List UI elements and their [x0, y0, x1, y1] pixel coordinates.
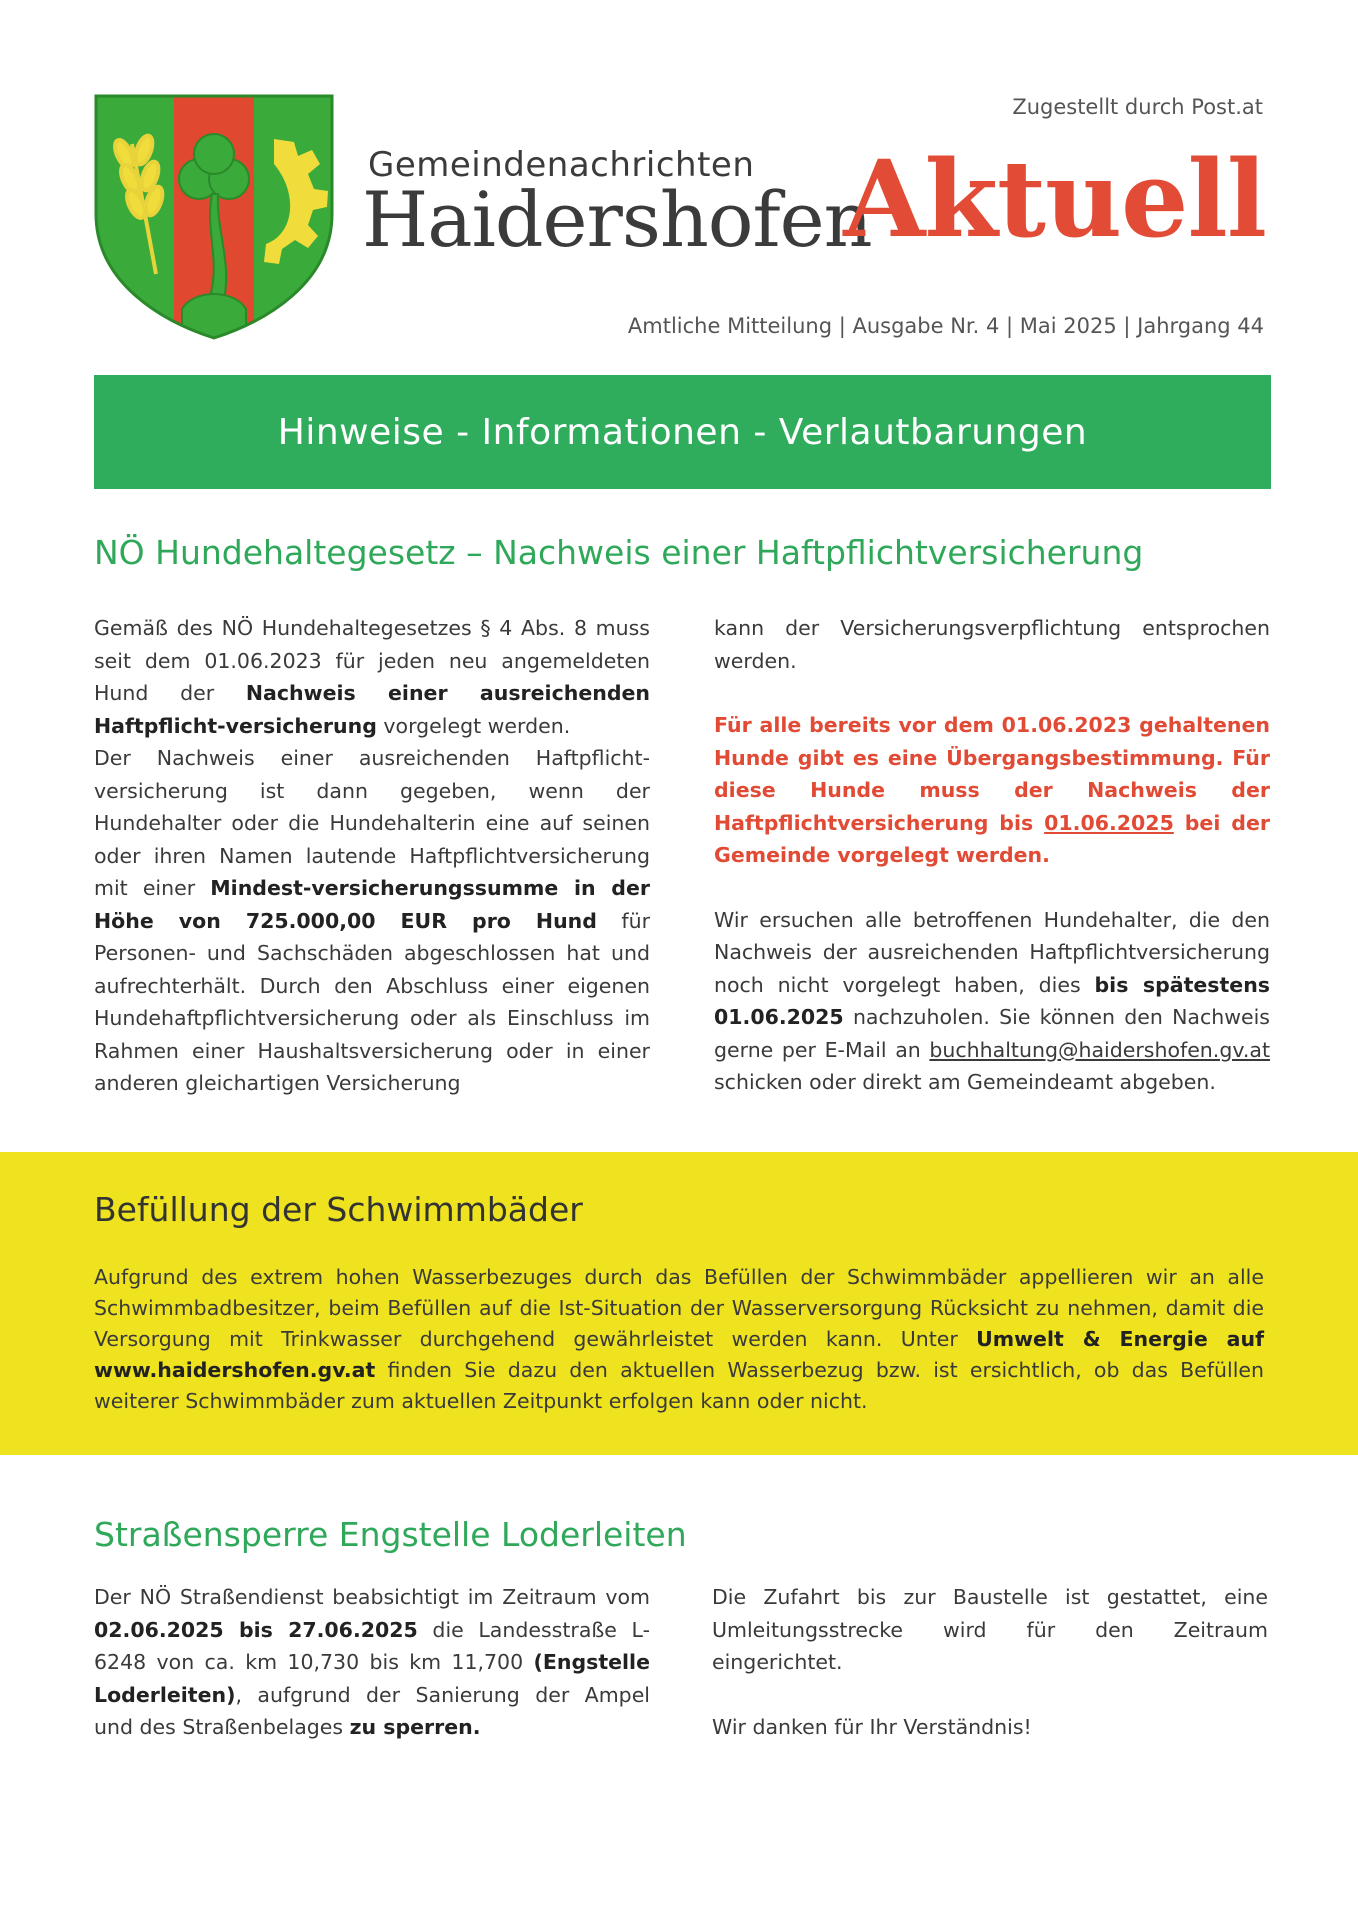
section-title-strassensperre: Straßensperre Engstelle Loderleiten — [94, 1515, 687, 1554]
delivery-note: Zugestellt durch Post.at — [1012, 95, 1263, 119]
section-title-schwimmbaeder: Befüllung der Schwimmbäder — [94, 1190, 583, 1229]
text: Wir ersuchen alle betroffenen Hundehalter, die den Nachweis der ausreichenden Haftpflichtversicherung noch nicht vorgelegt haben, dies — [714, 907, 1270, 997]
newsletter-title-accent: Aktuell — [843, 136, 1266, 261]
section-banner: Hinweise - Informationen - Verlautbarungen — [94, 375, 1271, 489]
section1-right-column — [714, 612, 1270, 1099]
section-title-hundehaltegesetz: NÖ Hundehaltegesetz – Nachweis einer Haftpflichtversicherung — [94, 533, 1144, 572]
paragraph — [714, 904, 1270, 1099]
email-link[interactable]: buchhaltung@haidershofen.gv.at — [929, 1037, 1270, 1062]
section3-right-column — [712, 1581, 1268, 1743]
text: die Landesstraße L-6248 von ca. km 10,730 bis km 11,700 — [94, 1617, 650, 1674]
paragraph — [94, 742, 650, 1100]
bold-text: Umwelt & Energie auf www.haidershofen.gv.at — [94, 1327, 1265, 1382]
bold-text: zu sperren. — [349, 1715, 481, 1739]
paragraph — [94, 1581, 650, 1744]
text: bei der Gemeinde vorgelegt werden. — [714, 810, 1270, 867]
text: nachzuholen. Sie können den Nachweis gerne per E-Mail an — [714, 1005, 1270, 1062]
coat-of-arms-icon — [94, 94, 334, 340]
section3-left-column — [94, 1581, 650, 1744]
bold-text: 02.06.2025 bis 27.06.2025 — [94, 1617, 418, 1642]
text: , aufgrund der Sanierung der Ampel und des Straßenbelages — [94, 1682, 650, 1739]
text: Aufgrund des extrem hohen Wasserbezuges durch das Befüllen der Schwimmbäder appellieren wir an alle Schwimmbadbesitzer, beim Befüllen auf die Ist-Situation der Wasserversorgung Rücksicht zu nehmen, damit die Versorgung mit Trinkwasser durchgehend gewährleistet werden kann. Unter — [94, 1265, 1264, 1351]
pool-notice-text — [94, 1262, 1264, 1417]
newsletter-title: Haidershofen — [362, 175, 872, 264]
text: für Personen- und Sachschäden abgeschlossen hat und aufrechterhält. Durch den Abschluss einer eigenen Hundehaftpflichtversicherung oder als Einschluss im Rahmen einer Haushaltsversicherung oder in einer anderen gleichartigen Versicherung — [94, 908, 651, 1095]
paragraph: Die Zufahrt bis zur Baustelle ist gestattet, eine Umleitungsstrecke wird für den Zeitraum eingerichtet. — [712, 1585, 1268, 1674]
bold-text: (Engstelle Loderleiten) — [94, 1650, 650, 1707]
paragraph: kann der Versicherungsverpflichtung entsprochen werden. — [714, 616, 1270, 673]
text: Gemäß des NÖ Hundehaltegesetzes § 4 Abs. 8 muss seit dem 01.06.2023 für jeden neu angemeldeten Hund der — [94, 616, 650, 705]
bold-text: bis spätestens 01.06.2025 — [714, 972, 1270, 1029]
paragraph: Wir danken für Ihr Verständnis! — [712, 1714, 1032, 1739]
text: Für alle bereits vor dem 01.06.2023 gehaltenen Hunde gibt es eine Übergangsbestimmung. Für diese Hunde muss der Nachweis der Haftpflichtversicherung bis — [714, 713, 1270, 835]
deadline-date: 01.06.2025 — [1044, 810, 1174, 835]
bold-text: Mindest-versicherungssumme in der Höhe von 725.000,00 EUR pro Hund — [94, 876, 650, 933]
issue-info: Amtliche Mitteilung | Ausgabe Nr. 4 | Mai 2025 | Jahrgang 44 — [627, 314, 1264, 338]
text: schicken oder direkt am Gemeindeamt abgeben. — [714, 1070, 1216, 1094]
transition-notice — [714, 709, 1270, 872]
text: Der NÖ Straßendienst beabsichtigt im Zeitraum vom — [94, 1585, 650, 1609]
newsletter-subtitle: Gemeindenachrichten — [368, 145, 755, 185]
text: Der Nachweis einer ausreichenden Haftpflicht-versicherung ist dann gegeben, wenn der Hundehalter oder die Hundehalterin eine auf seinen oder ihren Namen lautende Haftpflichtversicherung mit einer — [94, 746, 650, 900]
text: finden Sie dazu den aktuellen Wasserbezug bzw. ist ersichtlich, ob das Befüllen weiterer Schwimmbäder zum aktuellen Zeitpunkt erfolgen kann oder nicht. — [94, 1358, 1264, 1413]
bold-text: Nachweis einer ausreichenden Haftpflicht-versicherung — [94, 681, 650, 738]
paragraph — [94, 612, 650, 742]
text: vorgelegt werden. — [376, 713, 571, 738]
section1-left-column — [94, 612, 650, 1100]
